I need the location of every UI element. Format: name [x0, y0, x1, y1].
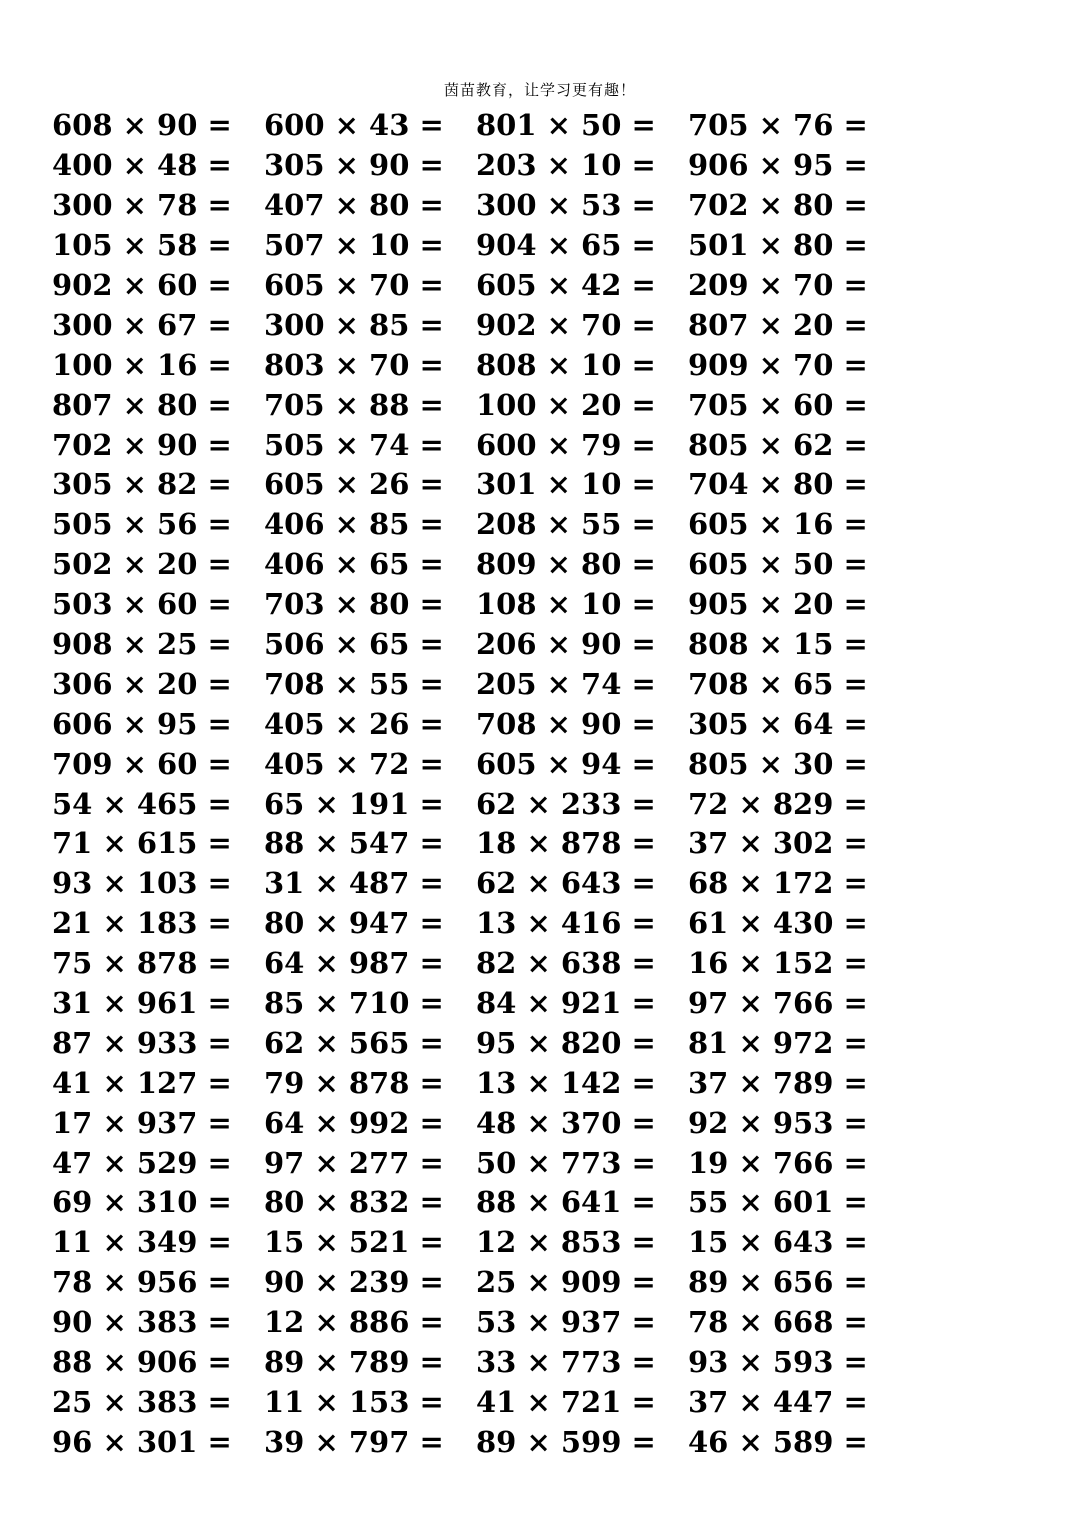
math-problem: 902 × 60 = [52, 268, 232, 302]
math-problem: 605 × 94 = [476, 746, 656, 781]
math-problem: 505 × 74 = [264, 427, 444, 462]
math-problem: 84 × 921 = [476, 986, 656, 1021]
problem-row [52, 146, 1052, 186]
math-problem: 909 × 70 = [688, 347, 868, 382]
math-problem: 605 × 42 = [476, 268, 656, 302]
math-problem: 41 × 721 = [476, 1384, 656, 1419]
math-problem: 87 × 933 = [52, 1025, 232, 1060]
problem-grid [52, 106, 1052, 1462]
math-problem: 62 × 565 = [264, 1025, 444, 1060]
math-problem: 805 × 62 = [688, 427, 868, 462]
math-problem: 705 × 60 = [688, 387, 868, 422]
math-problem: 902 × 70 = [476, 307, 656, 342]
math-problem: 705 × 76 = [688, 108, 868, 143]
problem-row [52, 425, 1052, 465]
math-problem: 95 × 820 = [476, 1025, 656, 1060]
math-problem: 75 × 878 = [52, 946, 232, 981]
problem-row [52, 625, 1052, 665]
problem-row [52, 1143, 1052, 1183]
math-problem: 31 × 487 = [264, 866, 444, 901]
math-problem: 801 × 50 = [476, 108, 656, 143]
problem-row [52, 1383, 1052, 1423]
math-problem: 405 × 72 = [264, 746, 444, 781]
math-problem: 93 × 593 = [688, 1345, 868, 1380]
math-problem: 709 × 60 = [52, 746, 232, 781]
math-problem: 702 × 80 = [688, 188, 868, 223]
math-problem: 209 × 70 = [688, 268, 868, 302]
math-problem: 300 × 78 = [52, 188, 232, 223]
math-problem: 37 × 447 = [688, 1384, 868, 1419]
problem-row [52, 1223, 1052, 1263]
math-problem: 805 × 30 = [688, 746, 868, 781]
math-problem: 55 × 601 = [688, 1185, 868, 1220]
math-problem: 208 × 55 = [476, 507, 656, 542]
problem-row [52, 1422, 1052, 1462]
math-problem: 405 × 26 = [264, 706, 444, 741]
math-problem: 97 × 277 = [264, 1145, 444, 1180]
math-problem: 68 × 172 = [688, 866, 868, 901]
math-problem: 16 × 152 = [688, 946, 868, 981]
problem-row [52, 984, 1052, 1024]
problem-row [52, 226, 1052, 266]
math-problem: 89 × 656 = [688, 1265, 868, 1300]
math-problem: 300 × 67 = [52, 307, 232, 342]
problem-row [52, 1063, 1052, 1103]
problem-row [52, 1023, 1052, 1063]
math-problem: 93 × 103 = [52, 866, 232, 901]
math-problem: 41 × 127 = [52, 1065, 232, 1100]
math-problem: 605 × 16 = [688, 507, 868, 542]
math-problem: 19 × 766 = [688, 1145, 868, 1180]
problem-row [52, 664, 1052, 704]
math-problem: 37 × 302 = [688, 826, 868, 861]
math-problem: 206 × 90 = [476, 627, 656, 662]
math-problem: 703 × 80 = [264, 587, 444, 622]
math-problem: 100 × 16 = [52, 347, 232, 382]
math-problem: 69 × 310 = [52, 1185, 232, 1220]
math-problem: 406 × 85 = [264, 507, 444, 542]
math-problem: 78 × 956 = [52, 1265, 232, 1300]
math-problem: 506 × 65 = [264, 627, 444, 662]
math-problem: 61 × 430 = [688, 906, 868, 941]
math-problem: 80 × 832 = [264, 1185, 444, 1220]
math-problem: 90 × 383 = [52, 1305, 232, 1340]
math-problem: 708 × 90 = [476, 706, 656, 741]
math-problem: 12 × 853 = [476, 1225, 656, 1260]
math-problem: 62 × 643 = [476, 866, 656, 901]
math-problem: 64 × 987 = [264, 946, 444, 981]
math-problem: 33 × 773 = [476, 1345, 656, 1380]
problem-row [52, 465, 1052, 505]
math-problem: 708 × 65 = [688, 666, 868, 701]
problem-row [52, 744, 1052, 784]
problem-row [52, 1303, 1052, 1343]
math-problem: 15 × 521 = [264, 1225, 444, 1260]
math-problem: 64 × 992 = [264, 1105, 444, 1140]
math-problem: 608 × 90 = [52, 108, 232, 143]
math-problem: 18 × 878 = [476, 826, 656, 861]
problem-row [52, 944, 1052, 984]
problem-row [52, 266, 1052, 306]
math-problem: 50 × 773 = [476, 1145, 656, 1180]
math-problem: 305 × 82 = [52, 467, 232, 502]
math-problem: 908 × 25 = [52, 627, 232, 662]
math-problem: 505 × 56 = [52, 507, 232, 542]
math-problem: 305 × 64 = [688, 706, 868, 741]
problem-row [52, 106, 1052, 146]
problem-row [52, 305, 1052, 345]
math-problem: 705 × 88 = [264, 387, 444, 422]
math-problem: 300 × 53 = [476, 188, 656, 223]
math-problem: 71 × 615 = [52, 826, 232, 861]
math-problem: 803 × 70 = [264, 347, 444, 382]
math-problem: 605 × 50 = [688, 547, 868, 582]
math-problem: 807 × 20 = [688, 307, 868, 342]
math-problem: 100 × 20 = [476, 387, 656, 422]
problem-row [52, 784, 1052, 824]
problem-row [52, 1343, 1052, 1383]
math-problem: 11 × 349 = [52, 1225, 232, 1260]
math-problem: 48 × 370 = [476, 1105, 656, 1140]
math-problem: 97 × 766 = [688, 986, 868, 1021]
math-problem: 47 × 529 = [52, 1145, 232, 1180]
math-problem: 12 × 886 = [264, 1305, 444, 1340]
math-problem: 72 × 829 = [688, 786, 868, 821]
math-problem: 503 × 60 = [52, 587, 232, 622]
math-problem: 501 × 80 = [688, 228, 868, 263]
math-problem: 53 × 937 = [476, 1305, 656, 1340]
math-problem: 13 × 416 = [476, 906, 656, 941]
problem-row [52, 1263, 1052, 1303]
math-problem: 13 × 142 = [476, 1065, 656, 1100]
math-problem: 600 × 43 = [264, 108, 444, 143]
math-problem: 85 × 710 = [264, 986, 444, 1021]
problem-row [52, 904, 1052, 944]
math-problem: 25 × 909 = [476, 1265, 656, 1300]
math-problem: 203 × 10 = [476, 148, 656, 183]
math-problem: 62 × 233 = [476, 786, 656, 821]
math-problem: 89 × 789 = [264, 1345, 444, 1380]
math-problem: 400 × 48 = [52, 148, 232, 183]
math-problem: 306 × 20 = [52, 666, 232, 701]
math-problem: 205 × 74 = [476, 666, 656, 701]
math-problem: 904 × 65 = [476, 228, 656, 263]
math-problem: 605 × 26 = [264, 467, 444, 502]
problem-row [52, 864, 1052, 904]
problem-row [52, 824, 1052, 864]
math-problem: 80 × 947 = [264, 906, 444, 941]
math-problem: 81 × 972 = [688, 1025, 868, 1060]
math-problem: 78 × 668 = [688, 1305, 868, 1340]
math-problem: 702 × 90 = [52, 427, 232, 462]
math-problem: 605 × 70 = [264, 268, 444, 302]
problem-row [52, 345, 1052, 385]
math-problem: 96 × 301 = [52, 1424, 232, 1459]
math-problem: 21 × 183 = [52, 906, 232, 941]
math-problem: 108 × 10 = [476, 587, 656, 622]
math-problem: 17 × 937 = [52, 1105, 232, 1140]
math-problem: 79 × 878 = [264, 1065, 444, 1100]
math-problem: 808 × 15 = [688, 627, 868, 662]
math-problem: 82 × 638 = [476, 946, 656, 981]
math-problem: 704 × 80 = [688, 467, 868, 502]
math-problem: 809 × 80 = [476, 547, 656, 582]
math-problem: 808 × 10 = [476, 347, 656, 382]
math-problem: 15 × 643 = [688, 1225, 868, 1260]
math-problem: 407 × 80 = [264, 188, 444, 223]
math-problem: 39 × 797 = [264, 1424, 444, 1459]
math-problem: 105 × 58 = [52, 228, 232, 263]
math-problem: 406 × 65 = [264, 547, 444, 582]
math-problem: 708 × 55 = [264, 666, 444, 701]
problem-row [52, 704, 1052, 744]
math-problem: 92 × 953 = [688, 1105, 868, 1140]
problem-row [52, 1183, 1052, 1223]
math-problem: 31 × 961 = [52, 986, 232, 1021]
math-problem: 600 × 79 = [476, 427, 656, 462]
math-problem: 65 × 191 = [264, 786, 444, 821]
math-problem: 300 × 85 = [264, 307, 444, 342]
problem-row [52, 186, 1052, 226]
math-problem: 606 × 95 = [52, 706, 232, 741]
math-problem: 54 × 465 = [52, 786, 232, 821]
math-problem: 301 × 10 = [476, 467, 656, 502]
math-problem: 905 × 20 = [688, 587, 868, 622]
problem-row [52, 505, 1052, 545]
math-problem: 11 × 153 = [264, 1384, 444, 1419]
math-problem: 46 × 589 = [688, 1424, 868, 1459]
math-problem: 90 × 239 = [264, 1265, 444, 1300]
math-problem: 25 × 383 = [52, 1384, 232, 1419]
problem-row [52, 1103, 1052, 1143]
problem-row [52, 545, 1052, 585]
math-problem: 88 × 547 = [264, 826, 444, 861]
problem-row [52, 585, 1052, 625]
math-problem: 88 × 906 = [52, 1345, 232, 1380]
math-problem: 502 × 20 = [52, 547, 232, 582]
math-problem: 507 × 10 = [264, 228, 444, 263]
problem-row [52, 385, 1052, 425]
math-problem: 807 × 80 = [52, 387, 232, 422]
math-problem: 89 × 599 = [476, 1424, 656, 1459]
math-problem: 305 × 90 = [264, 148, 444, 183]
math-problem: 88 × 641 = [476, 1185, 656, 1220]
math-problem: 37 × 789 = [688, 1065, 868, 1100]
page-header: 茵苗教育，让学习更有趣！ [443, 81, 636, 99]
math-problem: 906 × 95 = [688, 148, 868, 183]
